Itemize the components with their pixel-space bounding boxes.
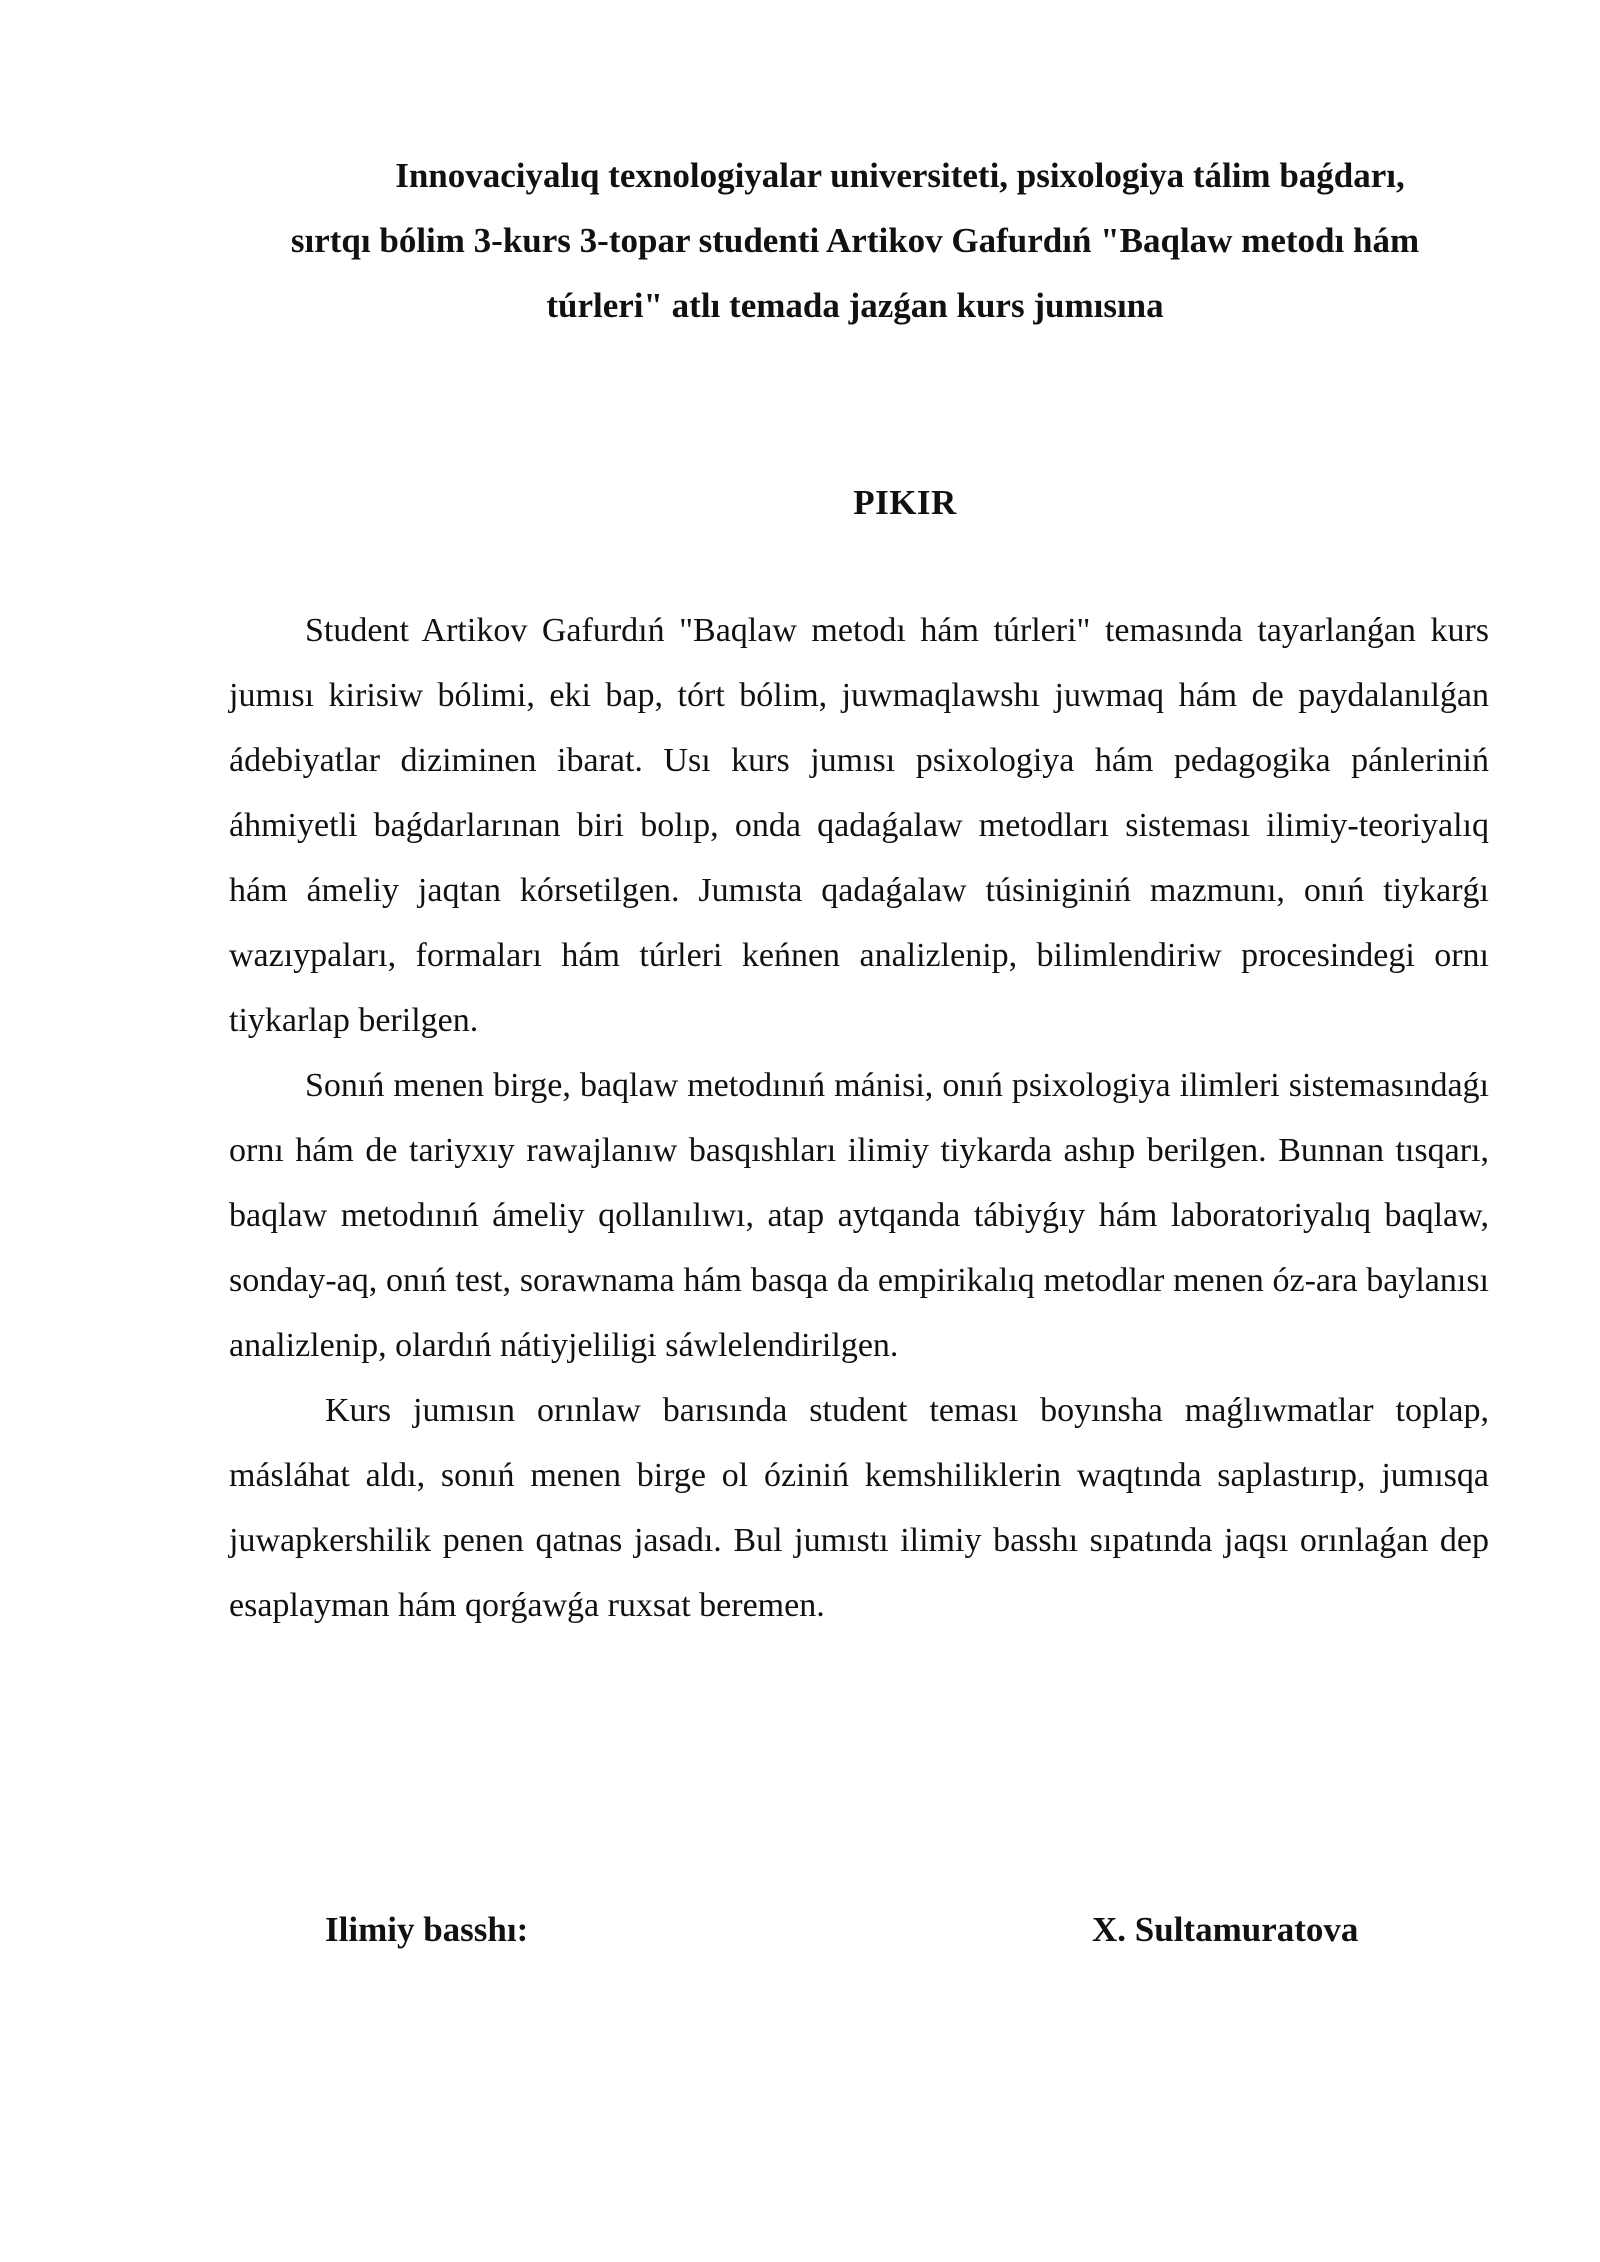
document-body: [229, 598, 1489, 1638]
document-title: PIKIR: [853, 483, 957, 522]
body-paragraph-3: Kurs jumısın orınlaw barısında student teması boyınsha maǵlıwmatlar toplap, másláhat aldı, sonıń menen birge ol óziniń kemshiliklerin waqtında saplastırıp, jumısqa juwapkershilik penen qatnas jasadı. Bul jumıstı ilimiy basshı sıpatında jaqsı orınlaǵan dep esaplayman hám qorǵawǵa ruxsat beremen.: [229, 1392, 1489, 1624]
header-line-3: túrleri" atlı temada jazǵan kurs jumısına: [546, 286, 1164, 325]
body-paragraph-1: Student Artikov Gafurdıń "Baqlaw metodı hám túrleri" temasında tayarlanǵan kurs jumısı kirisiw bólimi, eki bap, tórt bólim, juwmaqlawshı juwmaq hám de paydalanılǵan ádebiyatlar diziminen ibarat. Usı kurs jumısı psixologiya hám pedagogika pánleriniń áhmiyetli baǵdarlarınan biri bolıp, onda qadaǵalaw metodları sisteması ilimiy-teoriyalıq hám ámeliy jaqtan kórsetilgen. Jumısta qadaǵalaw túsiniginiń mazmunı, onıń tiykarǵı wazıypaları, formaları hám túrleri keńnen analizlenip, bilimlendiriw procesindegi ornı tiykarlap berilgen.: [229, 612, 1489, 1039]
header-line-1: Innovaciyalıq texnologiyalar universiteti, psixologiya tálim baǵdarı,: [395, 156, 1405, 195]
signature-name: X. Sultamuratova: [1092, 1910, 1359, 1949]
document-header: [230, 143, 1480, 338]
header-line-2: sırtqı bólim 3-kurs 3-topar studenti Artikov Gafurdıń "Baqlaw metodı hám: [290, 221, 1420, 260]
body-paragraph-2: Sonıń menen birge, baqlaw metodınıń mánisi, onıń psixologiya ilimleri sistemasındaǵı ornı hám de tariyxıy rawajlanıw basqıshları ilimiy tiykarda ashıp berilgen. Bunnan tısqarı, baqlaw metodınıń ámeliy qollanılıwı, atap aytqanda tábiyǵıy hám laboratoriyalıq baqlaw, sonday-aq, onıń test, sorawnama hám basqa da empirikalıq metodlar menen óz-ara baylanısı analizlenip, olardıń nátiyjeliligi sáwlelendirilgen.: [229, 1067, 1489, 1364]
signature-label: Ilimiy basshı:: [325, 1910, 529, 1949]
